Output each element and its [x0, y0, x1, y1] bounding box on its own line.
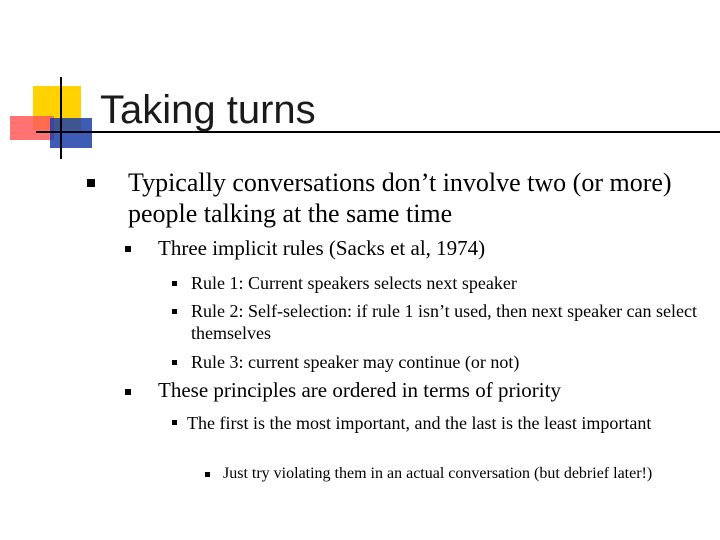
bullet-level1-text: Typically conversations don’t involve two (or more) people talking at the same time: [128, 168, 672, 228]
slide-title: Taking turns: [100, 88, 316, 132]
bullet-square-icon: [172, 309, 177, 314]
bullet-level4-text: Just try violating them in an actual conversation (but debrief later!): [223, 465, 653, 482]
bullet-level3-text: Rule 1: Current speakers selects next speaker: [191, 273, 517, 293]
bullet-level3-text: The first is the most important, and the last is the least important: [187, 413, 652, 433]
bullet-level2-text: Three implicit rules (Sacks et al, 1974): [158, 236, 486, 260]
bullet-square-icon: [205, 472, 210, 477]
bullet-square-icon: [172, 420, 177, 425]
decor-vertical-line: [60, 77, 62, 159]
bullet-level3-text: Rule 2: Self-selection: if rule 1 isn’t used, then next speaker can select themselves: [191, 301, 698, 343]
bullet-square-icon: [172, 281, 177, 286]
decor-red-square: [10, 116, 54, 140]
bullet-square-icon: [172, 360, 177, 365]
bullet-square-icon: [87, 179, 95, 187]
decor-blue-square: [50, 118, 92, 148]
bullet-level3-text: Rule 3: current speaker may continue (or not): [191, 352, 520, 372]
bullet-square-icon: [125, 246, 131, 252]
bullet-square-icon: [125, 389, 131, 395]
bullet-level2-text: These principles are ordered in terms of priority: [158, 378, 561, 402]
